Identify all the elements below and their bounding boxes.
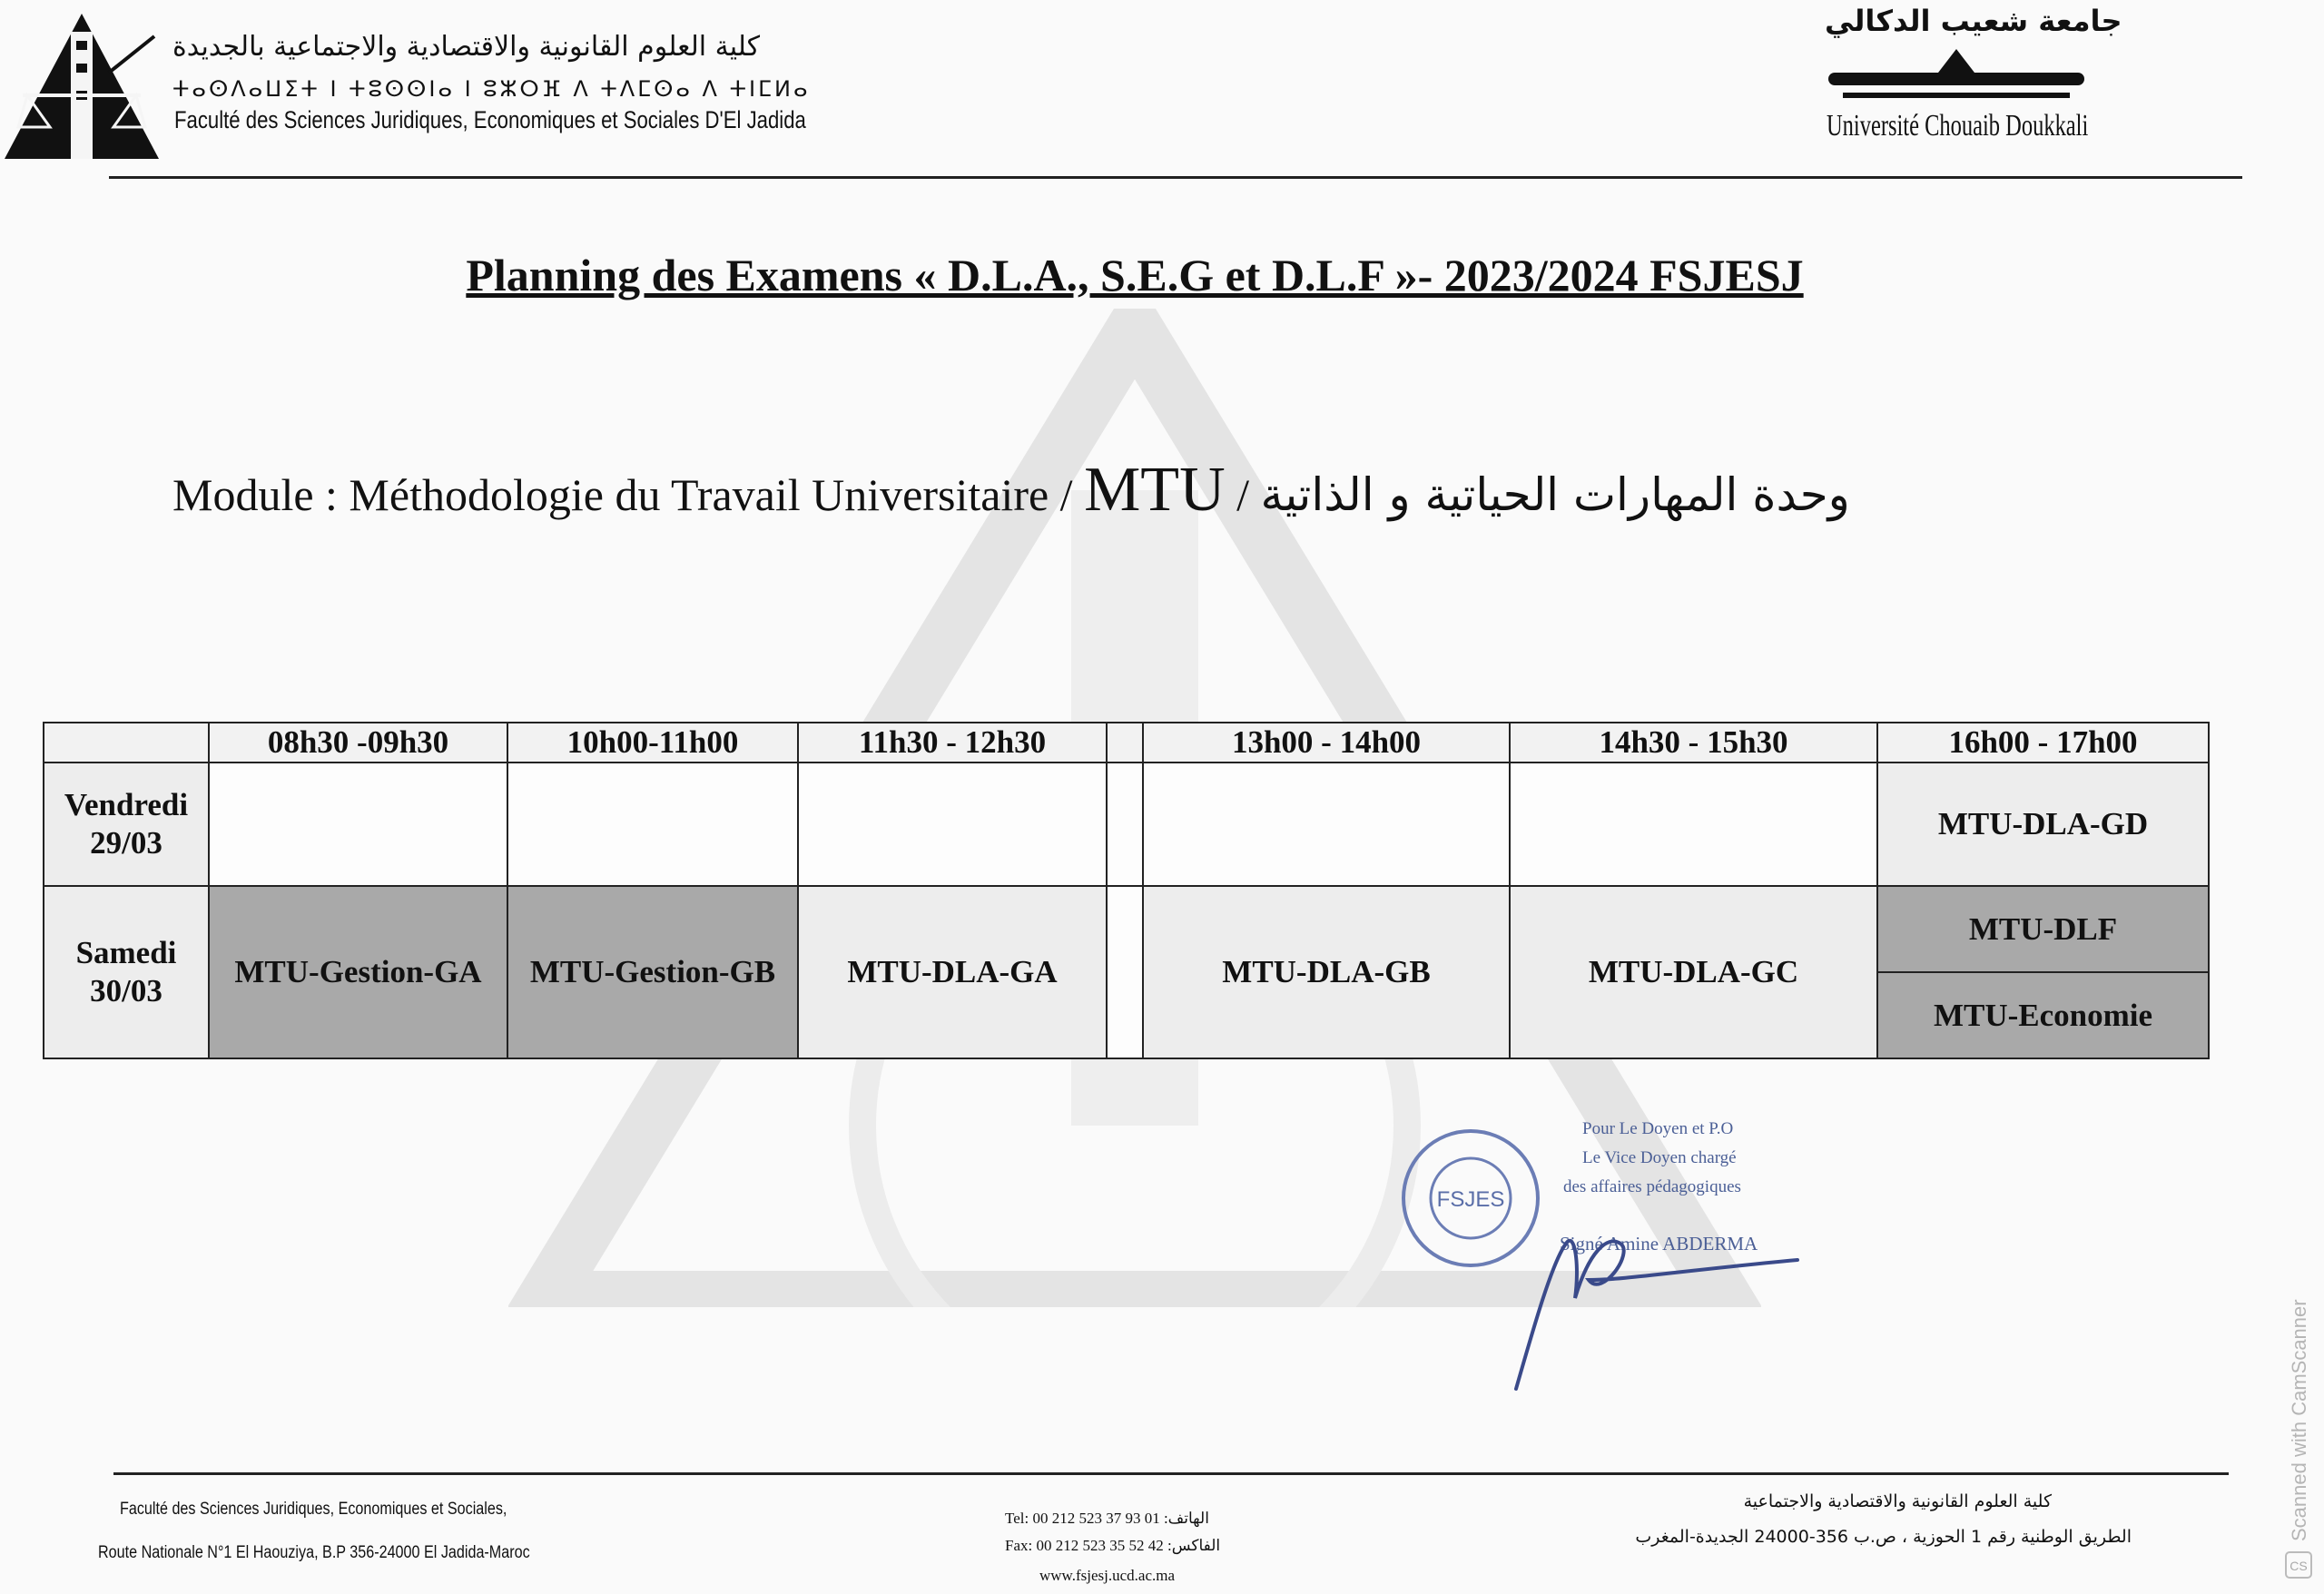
exam-cell: MTU-Gestion-GB xyxy=(507,886,798,1058)
footer-left-line-2: Route Nationale N°1 El Haouziya, B.P 356-24000 El Jadida-Maroc xyxy=(98,1543,530,1562)
footer-tel: Tel: 00 212 523 37 93 01 :الهاتف xyxy=(1005,1510,1209,1527)
exam-cell: MTU-DLA-GD xyxy=(1877,763,2209,886)
module-line xyxy=(172,454,1850,526)
signature-line-1: Pour Le Doyen et P.O xyxy=(1582,1119,1734,1138)
exam-cell: MTU-DLA-GB xyxy=(1143,886,1510,1058)
faculty-name-arabic: كلية العلوم القانونية والاقتصادية والاجتماعية بالجديدة xyxy=(172,31,760,63)
handwritten-signature xyxy=(1498,1180,1825,1398)
empty-slot-cell xyxy=(798,763,1107,886)
stamp-text: FSJES xyxy=(1436,1187,1505,1212)
day-cell xyxy=(44,886,209,1058)
exam-cell: MTU-Economie xyxy=(1877,972,2209,1058)
header-corner-cell xyxy=(44,723,209,763)
time-slot-header: 13h00 - 14h00 xyxy=(1143,723,1510,763)
table-row-vendredi xyxy=(44,763,2209,886)
page-title: Planning des Examens « D.L.A., S.E.G et D.L.F »- 2023/2024 FSJESJ xyxy=(466,250,1804,300)
break-column-header xyxy=(1107,723,1143,763)
empty-slot-cell xyxy=(1143,763,1510,886)
exam-cell: MTU-DLF xyxy=(1877,886,2209,972)
day-cell xyxy=(44,763,209,886)
empty-slot-cell xyxy=(209,763,507,886)
exam-schedule-table xyxy=(43,722,2210,1059)
exam-cell: MTU-DLA-GA xyxy=(798,886,1107,1058)
camscanner-mark xyxy=(2280,1253,2317,1589)
faculty-name-french: Faculté des Sciences Juridiques, Economiques et Sociales D'El Jadida xyxy=(174,106,806,133)
signature-line-2: Le Vice Doyen chargé xyxy=(1582,1148,1737,1167)
time-slot-header: 11h30 - 12h30 xyxy=(798,723,1107,763)
footer-right-line-2: الطريق الوطنية رقم 1 الحوزية ، ص.ب 356-24000 الجديدة-المغرب xyxy=(1635,1527,2132,1547)
faculty-name-tifinagh: ⵜⴰⵙⴷⴰⵡⵉⵜ ⵏ ⵜⵓⵙⵙⵏⴰ ⵏ ⵓⵣⵔⴼ ⴷ ⵜⴷⵎⵙⴰ ⴷ ⵜⵏⵎⵍⴰ xyxy=(172,76,811,102)
module-separator: / xyxy=(1225,469,1261,520)
day-name: Vendredi xyxy=(64,787,189,822)
camscanner-icon-label: CS xyxy=(2290,1559,2308,1573)
signature-line-4: Signé Amine ABDERMA xyxy=(1560,1233,1758,1255)
table-row-samedi xyxy=(44,886,2209,972)
university-name-french: Université Chouaib Doukkali xyxy=(1827,109,2089,143)
break-cell xyxy=(1107,763,1143,886)
footer-fax: Fax: 00 212 523 35 52 42 :الفاكس xyxy=(1005,1537,1221,1554)
header-divider xyxy=(109,176,2242,179)
faculty-logo xyxy=(0,9,163,163)
empty-slot-cell xyxy=(507,763,798,886)
signature-line-3: des affaires pédagogiques xyxy=(1563,1177,1741,1196)
break-cell xyxy=(1107,886,1143,1058)
university-name-arabic: جامعة شعيب الدكالي xyxy=(1825,4,2122,38)
footer-left-line-1: Faculté des Sciences Juridiques, Economiques et Sociales, xyxy=(120,1500,507,1519)
empty-slot-cell xyxy=(1510,763,1877,886)
university-logo xyxy=(1825,47,2088,103)
day-date: 29/03 xyxy=(90,825,162,861)
table-header-row xyxy=(44,723,2209,763)
module-prefix: Module : Méthodologie du Travail Universitaire / xyxy=(172,469,1085,520)
time-slot-header: 16h00 - 17h00 xyxy=(1877,723,2209,763)
exam-cell: MTU-DLA-GC xyxy=(1510,886,1877,1058)
day-date: 30/03 xyxy=(90,973,162,1009)
footer-divider xyxy=(113,1472,2229,1475)
camscanner-text: Scanned with CamScanner xyxy=(2288,1299,2310,1541)
time-slot-header: 14h30 - 15h30 xyxy=(1510,723,1877,763)
time-slot-header: 08h30 -09h30 xyxy=(209,723,507,763)
footer-website[interactable]: www.fsjesj.ucd.ac.ma xyxy=(1039,1567,1176,1584)
day-name: Samedi xyxy=(75,935,177,970)
module-arabic: وحدة المهارات الحياتية و الذاتية xyxy=(1260,468,1850,521)
exam-cell: MTU-Gestion-GA xyxy=(209,886,507,1058)
module-code: MTU xyxy=(1084,455,1226,525)
time-slot-header: 10h00-11h00 xyxy=(507,723,798,763)
footer-right-line-1: كلية العلوم القانونية والاقتصادية والاجتماعية xyxy=(1743,1491,2052,1511)
